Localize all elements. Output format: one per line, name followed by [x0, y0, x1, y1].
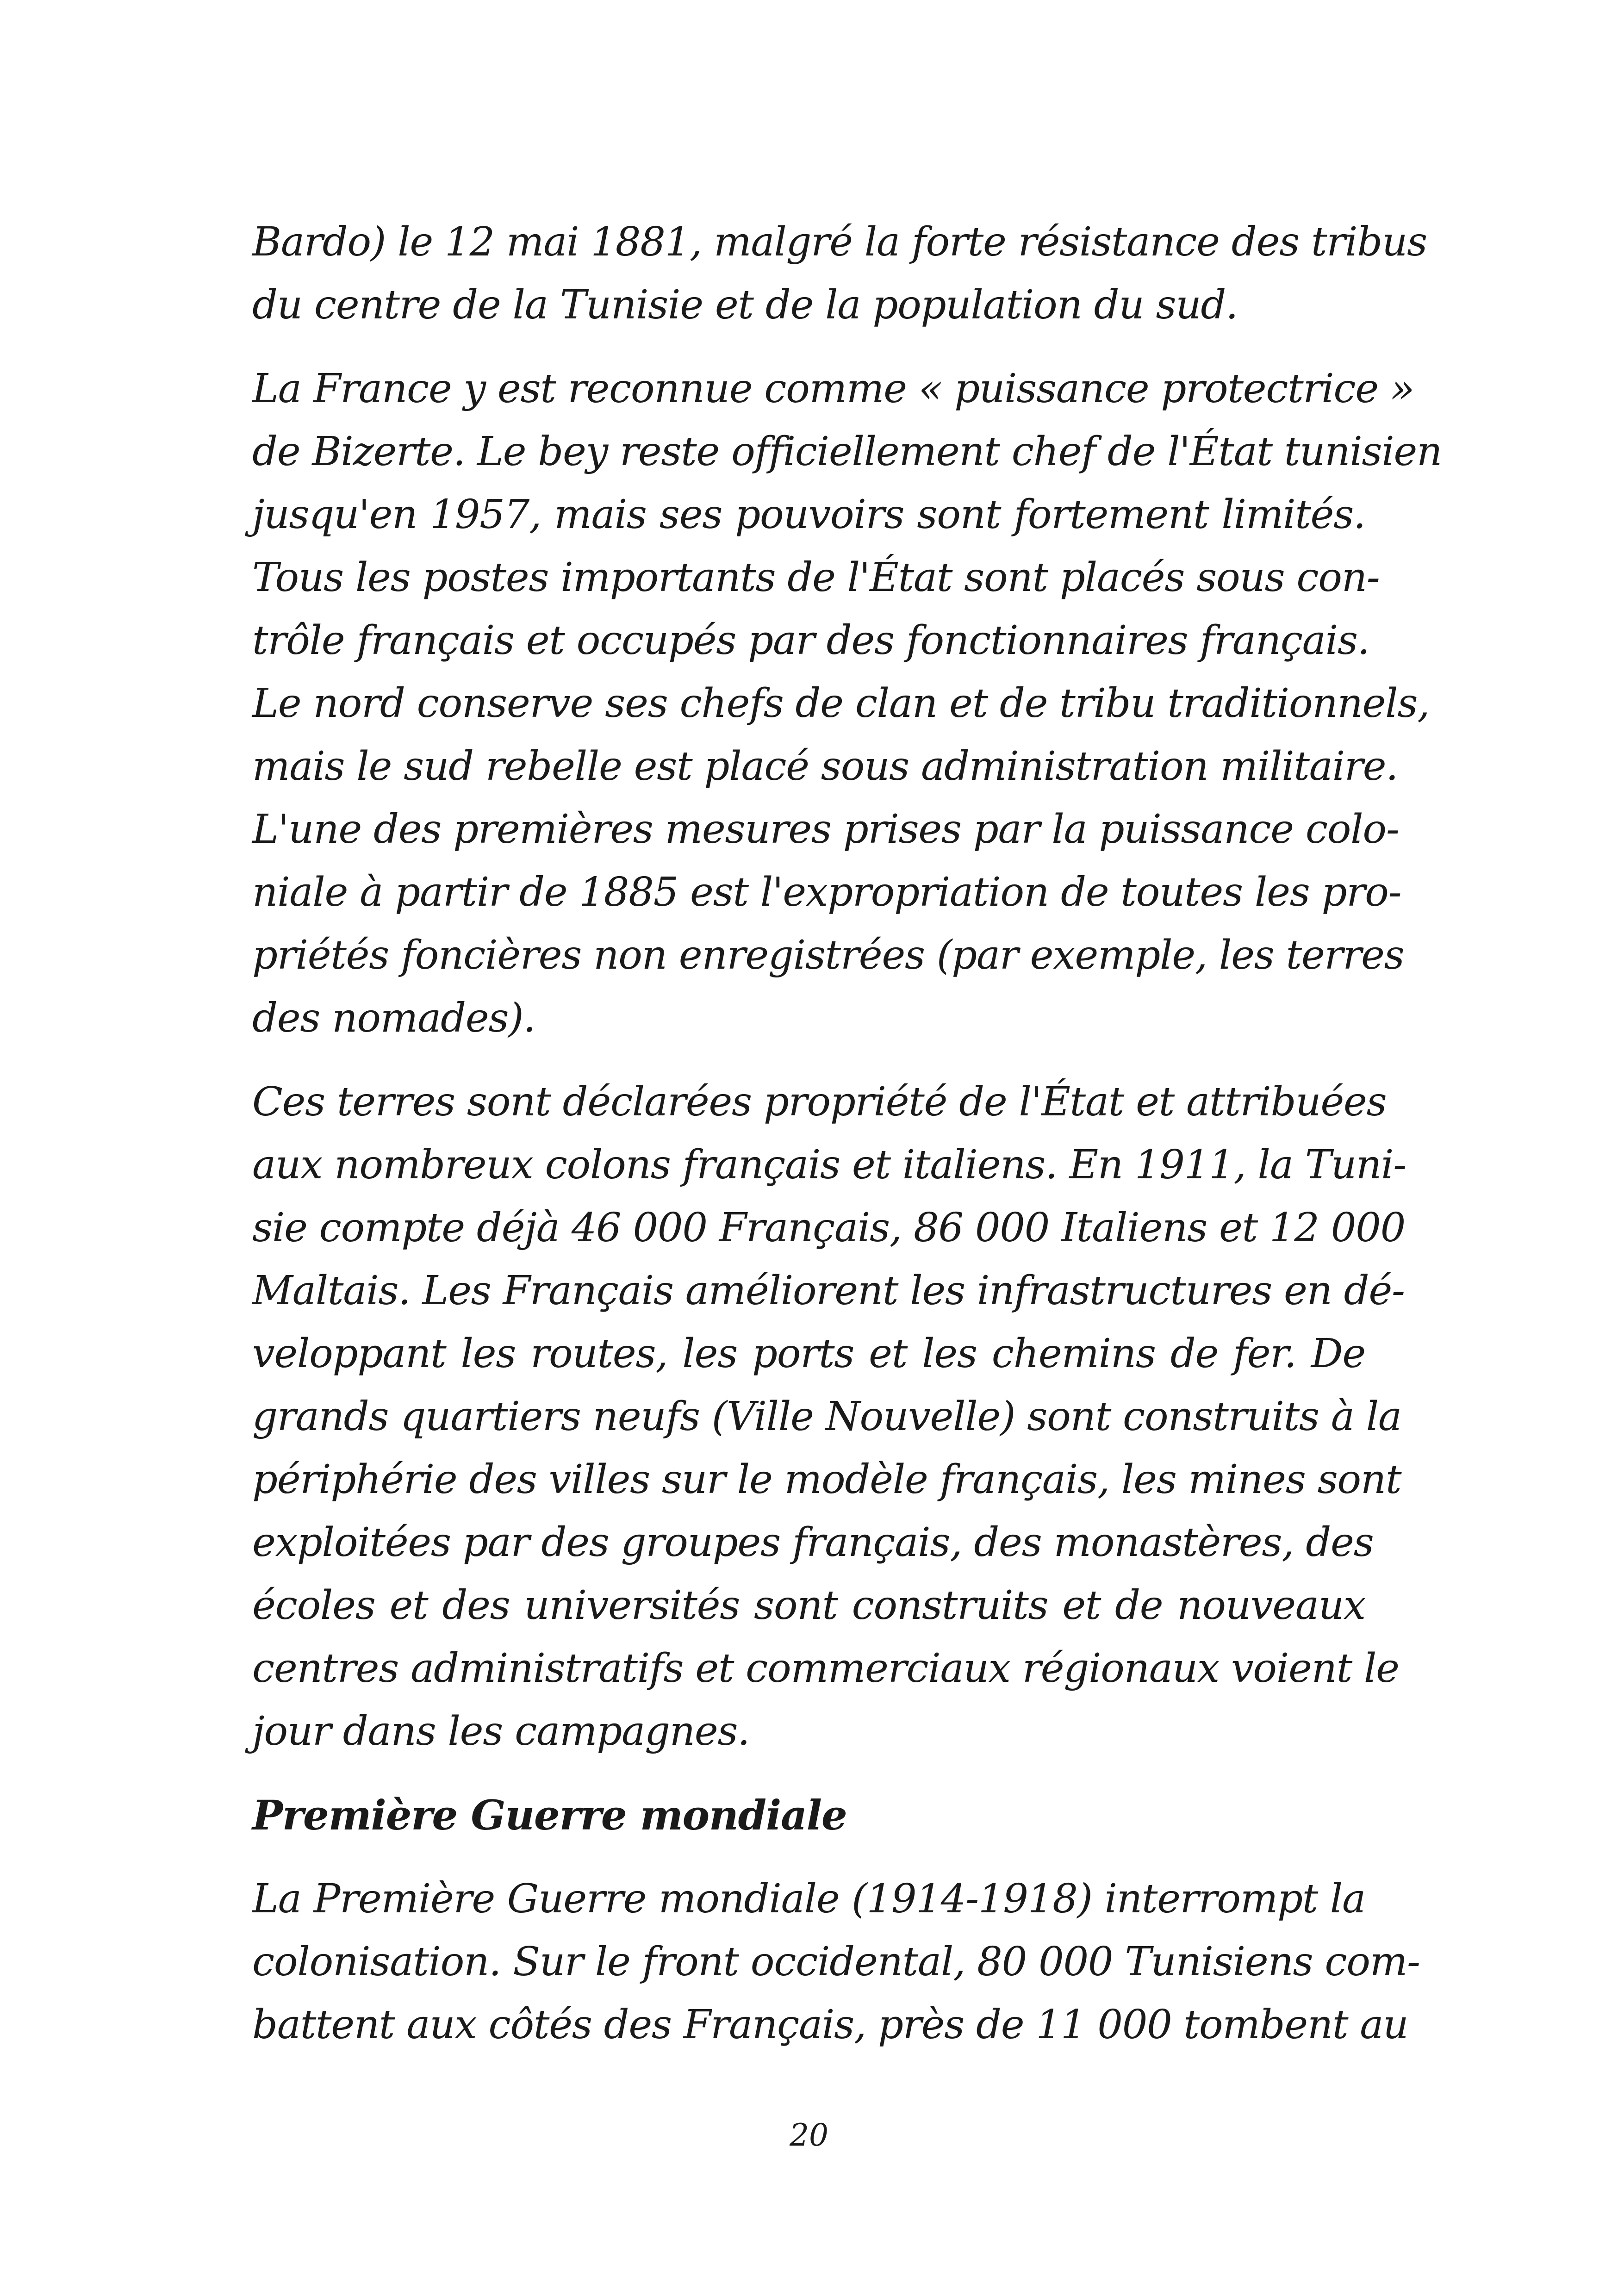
text-line: L'une des premières mesures prises par la puissance colo-	[252, 806, 1399, 852]
page-number: 20	[790, 2117, 828, 2153]
text-line: centres administratifs et commerciaux régionaux voient le	[252, 1645, 1399, 1692]
paragraph-1	[252, 211, 1427, 336]
paragraph-3	[252, 1070, 1406, 1763]
text-line: Tous les postes importants de l'État sont placés sous con-	[252, 554, 1380, 601]
section-heading: Première Guerre mondiale	[252, 1791, 847, 1839]
text-line: écoles et des universités sont construits et de nouveaux	[252, 1582, 1365, 1629]
text-line: jusqu'en 1957, mais ses pouvoirs sont fortement limités.	[252, 492, 1365, 538]
text-line: priétés foncières non enregistrées (par exemple, les terres	[252, 932, 1404, 978]
paragraph-2	[252, 357, 1442, 1050]
text-line: battent aux côtés des Français, près de 11 000 tombent au	[252, 2002, 1408, 2048]
text-line: veloppant les routes, les ports et les chemins de fer. De	[252, 1331, 1365, 1377]
text-line: du centre de la Tunisie et de la population du sud.	[252, 282, 1238, 328]
text-line: Bardo) le 12 mai 1881, malgré la forte résistance des tribus	[252, 219, 1427, 265]
text-line: jour dans les campagnes.	[252, 1708, 750, 1755]
text-line: exploitées par des groupes français, des monastères, des	[252, 1519, 1374, 1566]
body-text	[252, 211, 1442, 2077]
text-line: sie compte déjà 46 000 Français, 86 000 Italiens et 12 000	[252, 1205, 1405, 1251]
paragraph-4	[252, 1867, 1420, 2056]
text-line: Ces terres sont déclarées propriété de l'État et attribuées	[252, 1079, 1387, 1125]
text-line: des nomades).	[252, 995, 535, 1041]
text-line: grands quartiers neufs (Ville Nouvelle) sont construits à la	[252, 1394, 1401, 1440]
text-line: périphérie des villes sur le modèle français, les mines sont	[252, 1456, 1401, 1503]
text-line: Le nord conserve ses chefs de clan et de tribu traditionnels,	[252, 680, 1430, 727]
text-line: niale à partir de 1885 est l'expropriation de toutes les pro-	[252, 869, 1401, 915]
text-line: colonisation. Sur le front occidental, 80 000 Tunisiens com-	[252, 1939, 1420, 1985]
text-line: aux nombreux colons français et italiens. En 1911, la Tuni-	[252, 1142, 1406, 1188]
text-line: mais le sud rebelle est placé sous administration militaire.	[252, 743, 1398, 790]
text-line: trôle français et occupés par des fonctionnaires français.	[252, 617, 1369, 664]
text-line: Maltais. Les Français améliorent les infrastructures en dé-	[252, 1268, 1405, 1314]
text-line: La France y est reconnue comme « puissance protectrice »	[252, 366, 1414, 412]
text-line: La Première Guerre mondiale (1914-1918) interrompt la	[252, 1876, 1365, 1922]
text-line: de Bizerte. Le bey reste officiellement chef de l'État tunisien	[252, 429, 1442, 475]
